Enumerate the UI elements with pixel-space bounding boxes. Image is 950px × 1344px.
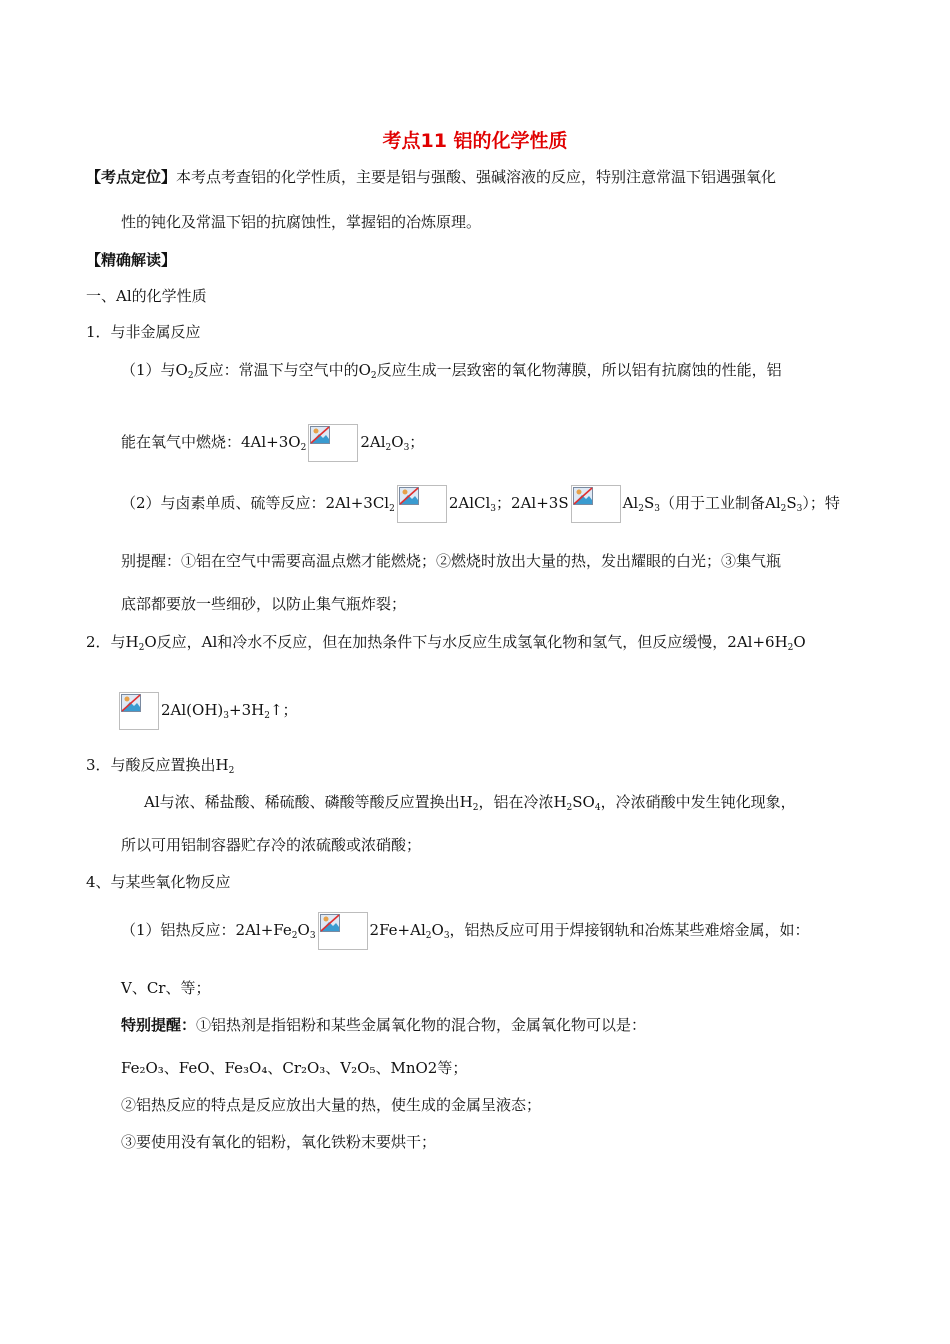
section-heading: 【精确解读】	[86, 251, 177, 269]
tip-label: 特别提醒：	[121, 1016, 197, 1034]
item4-para1: （1）铝热反应：$2Al+Fe_2O_3$ $2Fe+Al_2O_3$，铝热反应可用于焊接钢轨和冶炼某些难熔金属，如：	[121, 911, 810, 950]
tip-3: ③要使用没有氧化的铝粉，氧化铁粉末要烘干；	[121, 1133, 437, 1151]
item1-para1-line2: 能在氧气中燃烧：$4Al+3O_2$ $2Al_2O_3$；	[121, 423, 424, 462]
intro-label: 【考点定位】	[86, 168, 177, 186]
item1-para1-line1: （1）与$O_2$反应：常温下与空气中的$O_2$反应生成一层致密的氧化物薄膜，所以铝有抗腐蚀的性能，铝	[121, 361, 782, 381]
item1-note-1: 别提醒：①铝在空气中需要高温点燃才能燃烧；②燃烧时放出大量的热，发出耀眼的白光；③集气瓶	[121, 552, 782, 570]
item3-line1: Al与浓、稀盐酸、稀硫酸、磷酸等酸反应置换出$H_2$，铝在冷浓$H_2SO_4$，冷浓硝酸中发生钝化现象，	[144, 793, 796, 813]
item1-heading: 1．与非金属反应	[86, 323, 201, 341]
broken-image-icon	[308, 424, 358, 462]
item2-line2: $2Al(OH)_3+3H_2↑$；	[117, 691, 298, 730]
page-title: 考点11 铝的化学性质	[382, 130, 568, 152]
item3-heading: 3．与酸反应置换出$H_2$	[86, 756, 235, 776]
broken-image-icon	[571, 485, 621, 523]
item4-metals: V、Cr、等；	[121, 979, 211, 997]
intro-line-2: 性的钝化及常温下铝的抗腐蚀性，掌握铝的冶炼原理。	[121, 213, 482, 231]
tip-2: ②铝热反应的特点是反应放出大量的热，使生成的金属呈液态；	[121, 1096, 542, 1114]
intro-text-1: 本考点考查铝的化学性质，主要是铝与强酸、强碱溶液的反应，特别注意常温下铝遇强氧化	[176, 168, 777, 186]
intro-line-1	[86, 167, 776, 187]
item1-para2: （2）与卤素单质、硫等反应：$2Al+3Cl_2$ 2AlCl$_3$；2Al+3S $Al_2S_3$（用于工业制备$Al_2S_3$）；特	[121, 484, 840, 523]
item1-note-2: 底部都要放一些细砂，以防止集气瓶炸裂；	[121, 595, 407, 613]
tip-text: ①铝热剂是指铝粉和某些金属氧化物的混合物，金属氧化物可以是：	[196, 1016, 647, 1034]
item4-tip	[121, 1015, 646, 1035]
item4-heading: 4、与某些氧化物反应	[86, 873, 231, 891]
part1-heading: 一、Al的化学性质	[86, 287, 207, 305]
oxides-list: Fe₂O₃、FeO、Fe₃O₄、Cr₂O₃、V₂O₅、MnO2等；	[121, 1059, 468, 1077]
broken-image-icon	[397, 485, 447, 523]
broken-image-icon	[318, 912, 368, 950]
item2-line1: 2．与$H_2O$反应，Al和冷水不反应，但在加热条件下与水反应生成氢氧化物和氢气，但反应缓慢，$2Al+6H_2O$	[86, 633, 806, 653]
item3-line2: 所以可用铝制容器贮存冷的浓硫酸或浓硝酸；	[121, 836, 422, 854]
broken-image-icon	[119, 692, 159, 730]
